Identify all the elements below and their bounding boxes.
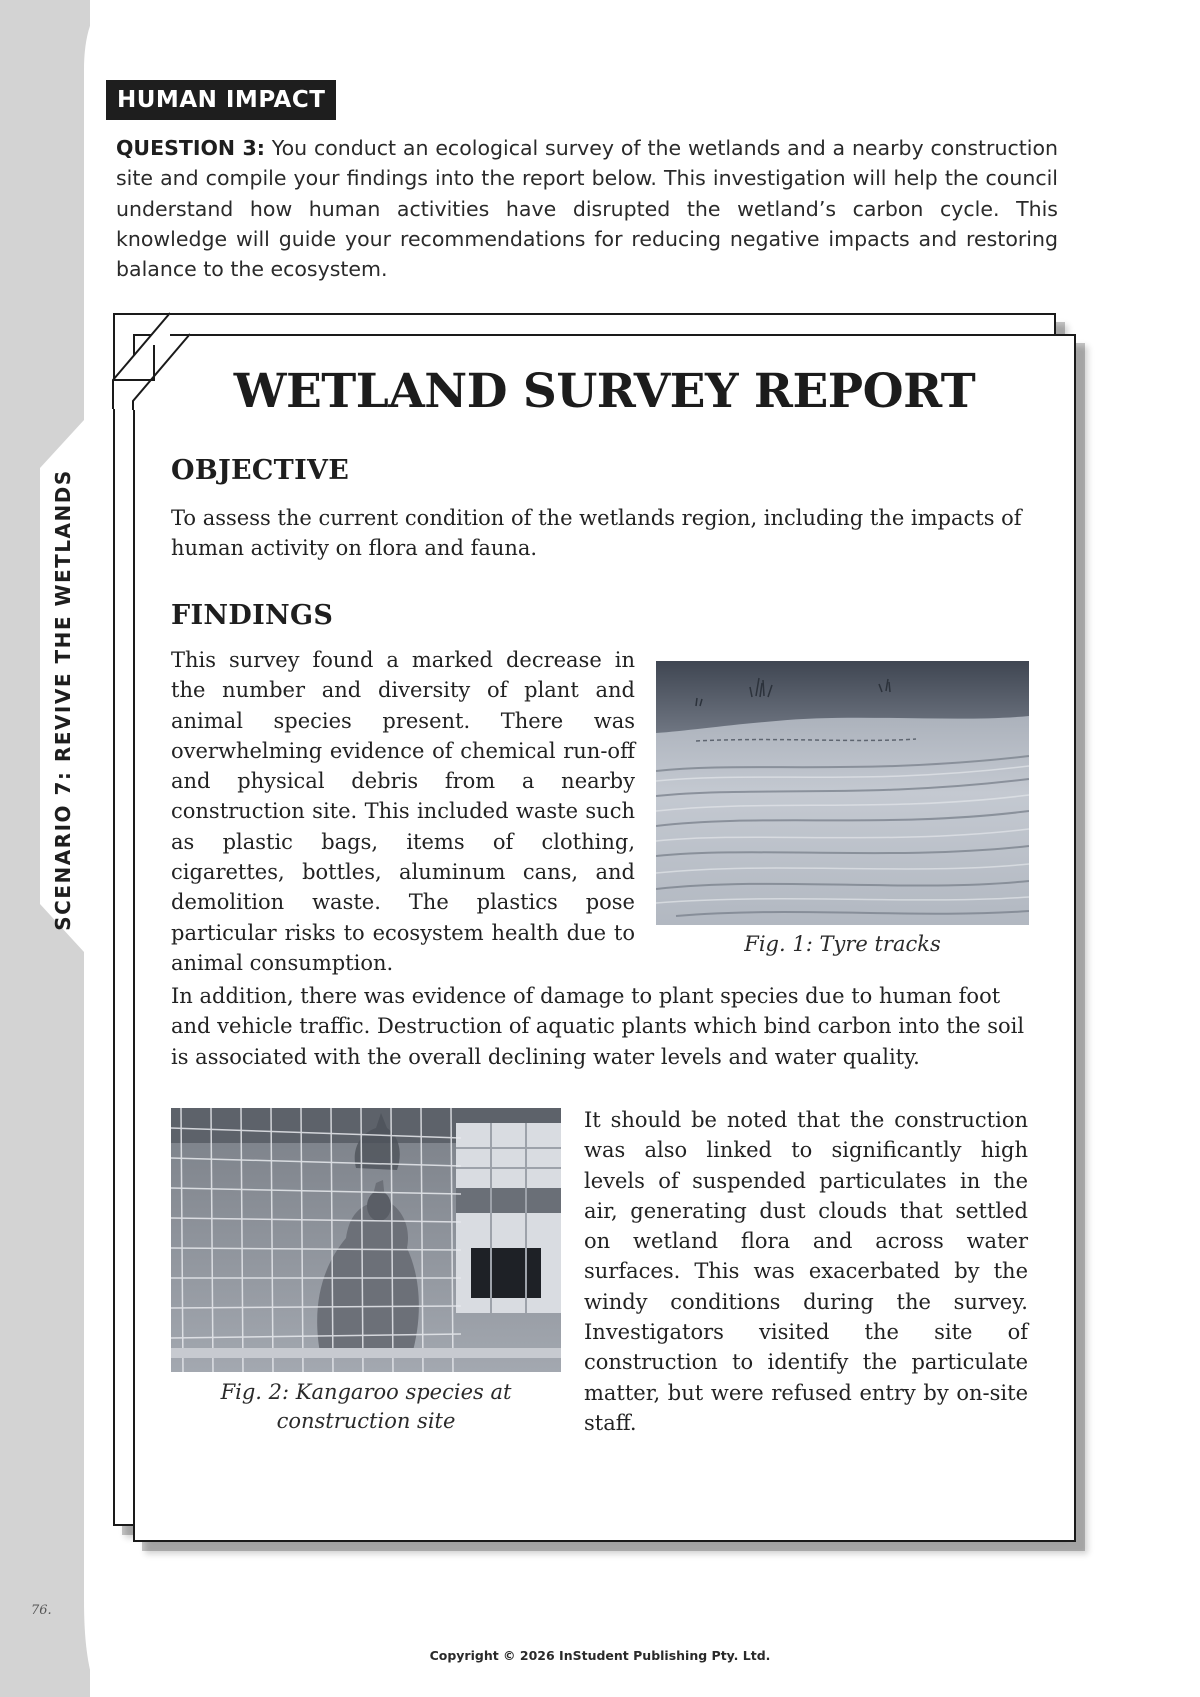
objective-text: To assess the current condition of the wetlands region, including the impacts of human activity on flora and fauna. [171,506,1022,561]
figure-2-caption: Fig. 2: Kangaroo species at construction site [220,1380,512,1433]
kangaroo-photo [171,1108,561,1372]
copyright-notice: Copyright © 2026 InStudent Publishing Pty. Ltd. [429,1648,771,1663]
page-number: 76. [31,1603,52,1618]
question-label: QUESTION 3: [116,136,265,160]
findings-heading: FINDINGS [171,600,334,631]
scenario-label: SCENARIO 7: REVIVE THE WETLANDS [51,469,75,931]
side-tab-shape [0,0,90,1697]
report-title: WETLAND SURVEY REPORT [233,364,976,419]
tyre-tracks-photo [656,661,1029,925]
section-badge: HUMAN IMPACT [106,80,336,120]
question-text [116,133,1058,284]
findings-paragraph-1: This survey found a marked decrease in the number and diversity of plant and animal species present. There was overwhelming evidence of chemical run-off and physical debris from a nearby construction site. This included waste such as plastic bags, items of clothing, cigarettes, bottles, aluminum cans, and demolition waste. The plastics pose particular risks to ecosystem health due to animal consumption. [171,648,635,975]
side-tab [0,0,90,1697]
figure-1-caption: Fig. 1: Tyre tracks [744,932,941,956]
objective-heading: OBJECTIVE [171,455,350,486]
question-body: You conduct an ecological survey of the wetlands and a nearby construction site and compile your findings into the report below. This investigation will help the council understand how human activities have disrupted the wetland’s carbon cycle. This knowledge will guide your recommendations for reducing negative impacts and restoring balance to the ecosystem. [116,136,1059,282]
findings-paragraph-3: It should be noted that the construction was also linked to significantly high levels of suspended particulates in the air, generating dust clouds that settled on wetland flora and across water surfaces. This was exacerbated by the windy conditions during the survey. Investigators visited the site of construction to identify the particulate matter, but were refused entry by on-site staff. [584,1108,1028,1435]
findings-paragraph-2: In addition, there was evidence of damage to plant species due to human foot and vehicle traffic. Destruction of aquatic plants which bind carbon into the soil is associated with the overall declining water levels and water quality. [171,984,1025,1069]
